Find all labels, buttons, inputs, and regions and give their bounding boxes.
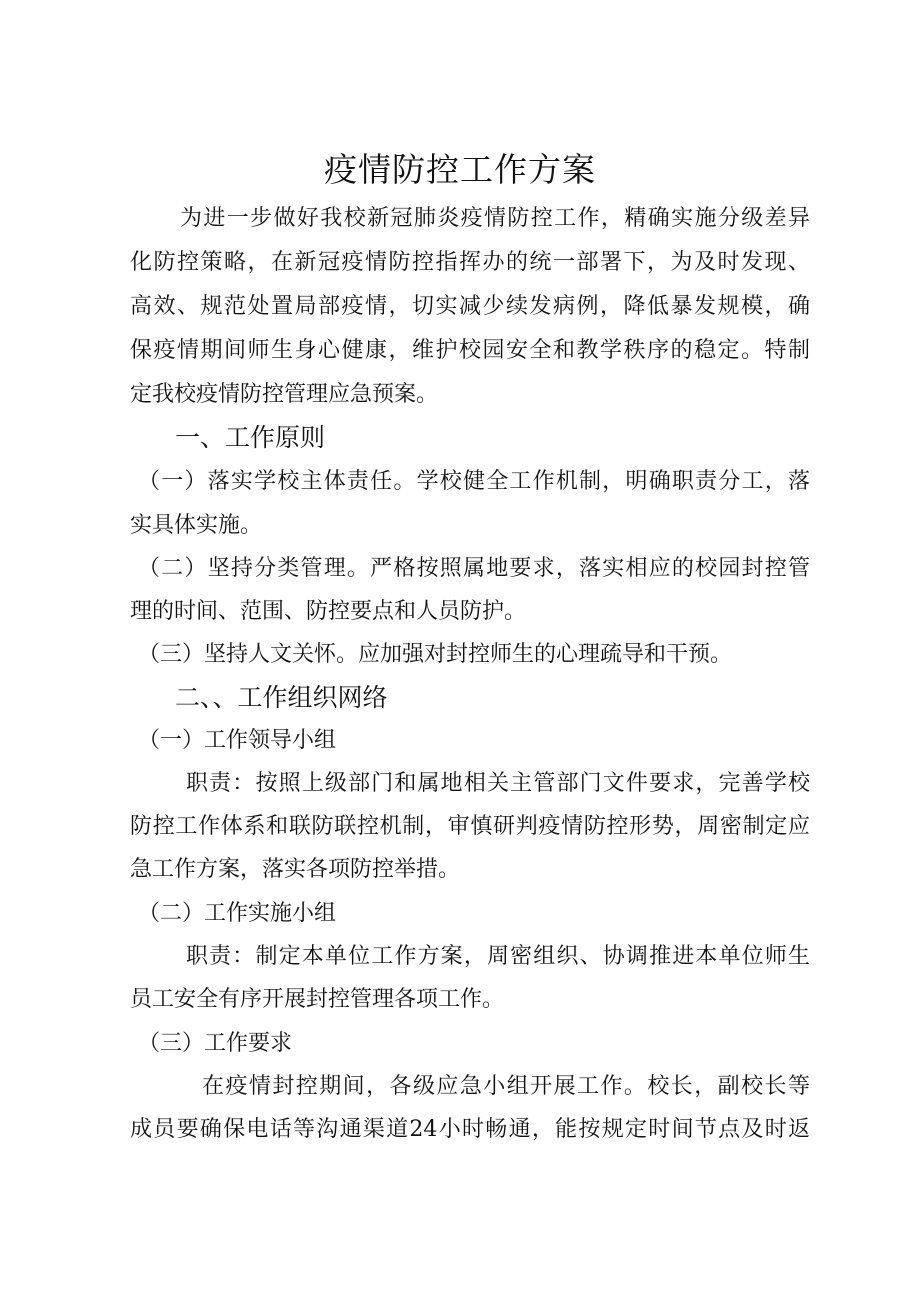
intro-line-4: 保疫情期间师生身心健康，维护校园安全和教学秩序的稳定。特制 xyxy=(130,338,810,363)
group-leadership-duty-line-2: 防控工作体系和联防联控机制，审慎研判疫情防控形势，周密制定应 xyxy=(130,814,810,839)
work-requirements-line-2: 成员要确保电话等沟通渠道24小时畅通，能按规定时间节点及时返 xyxy=(130,1117,810,1142)
group-implementation-duty-line-1: 职责：制定本单位工作方案，周密组织、协调推进本单位师生 xyxy=(186,944,810,969)
principle-item-1-line-2: 实具体实施。 xyxy=(130,513,263,538)
intro-line-2: 化防控策略，在新冠疫情防控指挥办的统一部署下，为及时发现、 xyxy=(130,250,810,275)
intro-line-5: 定我校疫情防控管理应急预案。 xyxy=(130,382,439,407)
principle-item-2-line-2: 理的时间、范围、防控要点和人员防护。 xyxy=(130,599,527,624)
group-leadership-duty-line-1: 职责：按照上级部门和属地相关主管部门文件要求，完善学校 xyxy=(186,771,810,796)
work-requirements-line-1: 在疫情封控期间，各级应急小组开展工作。校长，副校长等 xyxy=(202,1074,810,1099)
group-implementation-title: （二）工作实施小组 xyxy=(138,901,337,926)
group-implementation-duty-line-2: 员工安全有序开展封控管理各项工作。 xyxy=(130,987,505,1012)
section-heading-organization: 二、、工作组织网络 xyxy=(175,683,388,712)
principle-item-3: （三）坚持人文关怀。应加强对封控师生的心理疏导和干预。 xyxy=(138,642,733,667)
principle-item-1-line-1: （一）落实学校主体责任。学校健全工作机制，明确职责分工，落 xyxy=(138,469,810,494)
intro-line-1: 为进一步做好我校新冠肺炎疫情防控工作，精确实施分级差异 xyxy=(180,206,810,231)
group-leadership-duty-line-3: 急工作方案，落实各项防控举措。 xyxy=(130,857,461,882)
work-requirements-title: （三）工作要求 xyxy=(138,1031,293,1056)
document-title: 疫情防控工作方案 xyxy=(324,150,596,189)
group-leadership-title: （一）工作领导小组 xyxy=(138,728,337,753)
principle-item-2-line-1: （二）坚持分类管理。严格按照属地要求，落实相应的校园封控管 xyxy=(138,556,810,581)
intro-line-3: 高效、规范处置局部疫情，切实减少续发病例，降低暴发规模，确 xyxy=(130,294,810,319)
section-heading-principles: 一、工作原则 xyxy=(175,423,326,452)
